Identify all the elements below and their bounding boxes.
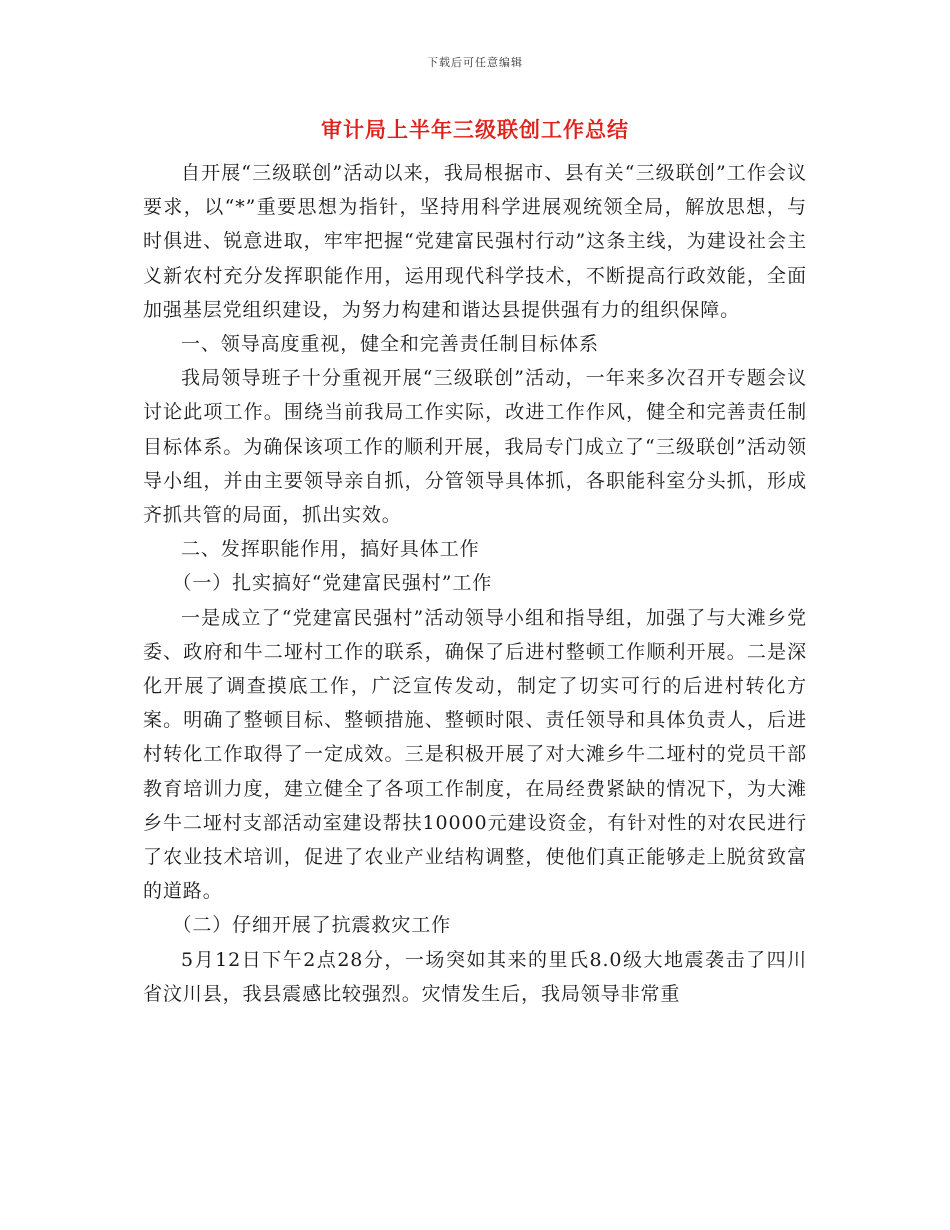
intro-paragraph: 自开展“三级联创”活动以来，我局根据市、县有关“三级联创”工作会议要求，以“*”重要思想为指针，坚持用科学进展观统领全局，解放思想，与时俱进、锐意进取，牢牢把握“党建富民强村行动”这条主线，为建设社会主义新农村充分发挥职能作用，运用现代科学技术，不断提高行政效能，全面加强基层党组织建设，为努力构建和谐达县提供强有力的组织保障。 [143,162,807,321]
subsection-1-heading: （一）扎实搞好“党建富民强村”工作 [172,572,493,595]
document-body [143,156,807,1011]
section-2-heading: 二、发挥职能作用，搞好具体工作 [181,538,480,561]
section-1-paragraph: 我局领导班子十分重视开展“三级联创”活动，一年来多次召开专题会议讨论此项工作。围绕当前我局工作实际，改进工作作风，健全和完善责任制目标体系。为确保该项工作的顺利开展，我局专门成立了“三级联创”活动领导小组，并由主要领导亲自抓，分管领导具体抓，各职能科室分头抓，形成齐抓共管的局面，抓出实效。 [143,367,807,527]
header-note: 下载后可任意编辑 [427,56,523,69]
subsection-2-paragraph: 5月12日下午2点28分，一场突如其来的里氏8.0级大地震袭击了四川省汶川县，我县震感比较强烈。灾情发生后，我局领导非常重 [143,948,807,1005]
section-1-heading: 一、领导高度重视，健全和完善责任制目标体系 [181,333,599,356]
subsection-1-paragraph: 一是成立了“党建富民强村”活动领导小组和指导组，加强了与大滩乡党委、政府和牛二垭村工作的联系，确保了后进村整顿工作顺利开展。二是深化开展了调查摸底工作，广泛宣传发动，制定了切实可行的后进村转化方案。明确了整顿目标、整顿措施、整顿时限、责任领导和具体负责人，后进村转化工作取得了一定成效。三是积极开展了对大滩乡牛二垭村的党员干部教育培训力度，建立健全了各项工作制度，在局经费紧缺的情况下，为大滩乡牛二垭村支部活动室建设帮扶10000元建设资金，有针对性的对农民进行了农业技术培训，促进了农业产业结构调整，使他们真正能够走上脱贫致富的道路。 [143,606,807,903]
document-title: 审计局上半年三级联创工作总结 [321,117,629,142]
subsection-2-heading: （二）仔细开展了抗震救灾工作 [172,914,452,937]
